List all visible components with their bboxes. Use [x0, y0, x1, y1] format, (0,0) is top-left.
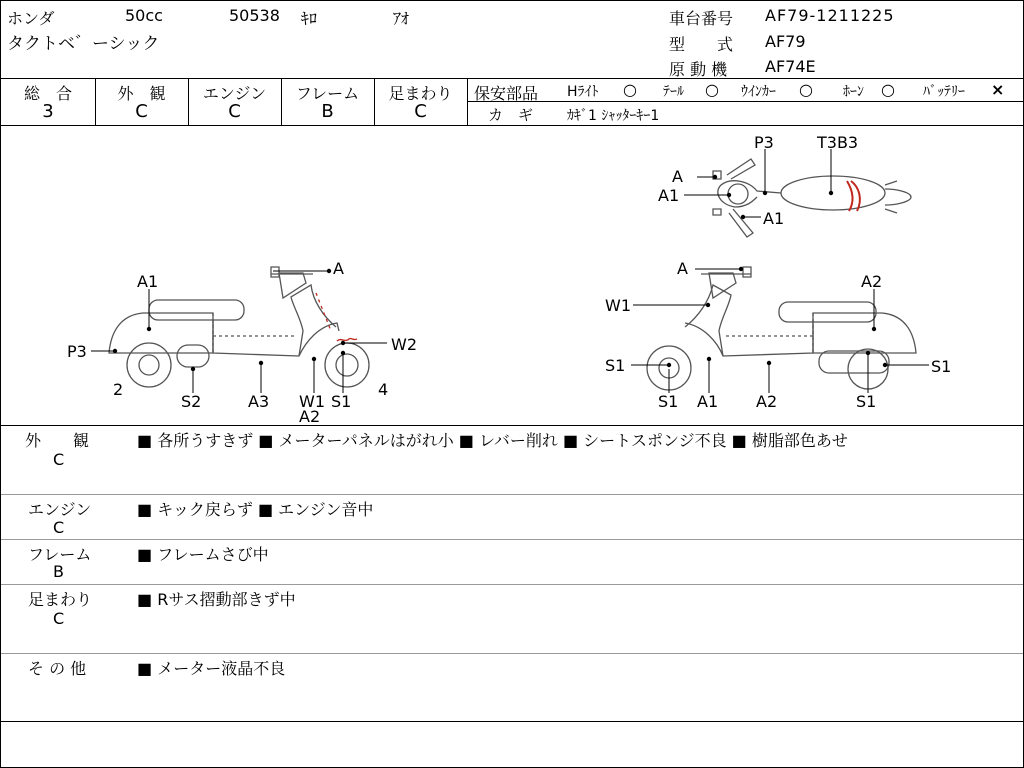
remark-exterior-text: ■ 各所うすきず ■ メーターパネルはがれ小 ■ レバー削れ ■ シートスポンジ不良 ■ 樹脂部色あせ: [137, 431, 848, 450]
mileage-unit: ｷﾛ: [301, 9, 318, 28]
remark-exterior-label: 外 観: [25, 431, 90, 450]
remarks-top-rule: [1, 425, 1023, 426]
remarks-bottom-rule: [1, 721, 1023, 722]
suspension-grade-label: 足まわり: [388, 84, 453, 103]
remark-frame-text: ■ フレームさび中: [137, 545, 269, 564]
color: ｱｵ: [393, 9, 410, 28]
right-label-s1-rear: S1: [856, 392, 877, 411]
right-label-w1: W1: [605, 296, 631, 315]
key-label: カ ギ: [488, 106, 534, 124]
left-label-w1: W1: [299, 392, 325, 411]
exterior-grade: C: [135, 101, 148, 122]
left-label-a2: A2: [299, 407, 321, 426]
remark-other-text: ■ メーター液晶不良: [137, 659, 286, 678]
grade-table-top-rule: [1, 78, 1023, 79]
left-label-a: A: [333, 259, 344, 278]
right-label-a2-top: A2: [861, 272, 883, 291]
type-value: AF79: [765, 32, 806, 51]
safety-status-horn: ○: [881, 80, 895, 99]
remark-other-label: そ の 他: [28, 659, 87, 678]
top-label-a1-left: A1: [658, 186, 680, 205]
right-label-s1-left: S1: [605, 356, 626, 375]
safety-status-headlight: ○: [623, 80, 637, 99]
model-name: タクトベ゛ーシック: [7, 34, 160, 54]
frame-grade-label: フレーム: [295, 84, 360, 103]
safety-item-headlight: Hﾗｲﾄ: [567, 84, 599, 100]
frame-grade: B: [321, 101, 334, 122]
overall-grade: 3: [42, 101, 54, 122]
damage-diagram: [1, 126, 1023, 425]
safety-item-winker: ｳｲﾝｶｰ: [741, 84, 776, 100]
frame-number: AF79-1211225: [765, 6, 895, 25]
safety-parts-label: 保安部品: [474, 84, 539, 103]
top-label-a: A: [672, 167, 683, 186]
remark-suspension-text: ■ Rサス摺動部きず中: [137, 590, 296, 609]
remark-suspension-label: 足まわり: [28, 590, 93, 609]
left-label-s2: S2: [181, 392, 202, 411]
right-label-a: A: [677, 259, 688, 278]
right-label-s1-right: S1: [931, 357, 952, 376]
safety-status-winker: ○: [799, 80, 813, 99]
overall-label: 総 合: [23, 84, 72, 103]
type-label: 型 式: [669, 35, 734, 54]
remark-engine-text: ■ キック戻らず ■ エンジン音中: [137, 500, 374, 519]
left-label-w2: W2: [391, 335, 417, 354]
top-label-a1-bottom: A1: [763, 209, 785, 228]
suspension-grade: C: [414, 101, 427, 122]
left-label-s1: S1: [331, 392, 352, 411]
left-label-p3: P3: [67, 342, 87, 361]
exterior-label: 外 観: [117, 84, 166, 103]
key-value: ｶｷﾞ1 ｼｬｯﾀｰｷｰ1: [567, 108, 660, 124]
safety-item-horn: ﾎｰﾝ: [843, 84, 864, 100]
remark-engine-grade: C: [53, 518, 65, 537]
safety-item-tail: ﾃｰﾙ: [663, 84, 684, 100]
remark-frame-grade: B: [53, 562, 64, 581]
right-label-a2-bottom: A2: [756, 392, 778, 411]
top-label-p3: P3: [754, 133, 774, 152]
remark-engine-label: エンジン: [28, 500, 92, 519]
engine-value: AF74E: [765, 57, 816, 76]
safety-status-tail: ○: [705, 80, 719, 99]
remark-suspension-grade: C: [53, 609, 65, 628]
remark-frame-label: フレーム: [28, 545, 92, 564]
right-label-s1-bottom: S1: [658, 392, 679, 411]
engine-label: 原 動 機: [669, 60, 728, 79]
safety-status-battery: ×: [991, 80, 1005, 99]
left-label-a1: A1: [137, 272, 159, 291]
remark-exterior-grade: C: [53, 450, 65, 469]
left-label-2: 2: [113, 380, 124, 399]
frame-number-label: 車台番号: [669, 9, 734, 28]
engine-grade-label: エンジン: [202, 84, 267, 103]
left-label-4: 4: [378, 380, 389, 399]
mileage: 50538: [229, 6, 280, 25]
engine-grade: C: [228, 101, 241, 122]
safety-item-battery: ﾊﾞｯﾃﾘｰ: [923, 84, 965, 100]
displacement: 50cc: [125, 6, 163, 25]
top-label-t3b3: T3B3: [817, 133, 859, 152]
maker: ホンダ: [7, 9, 55, 28]
right-label-a1: A1: [697, 392, 719, 411]
left-label-a3: A3: [248, 392, 270, 411]
